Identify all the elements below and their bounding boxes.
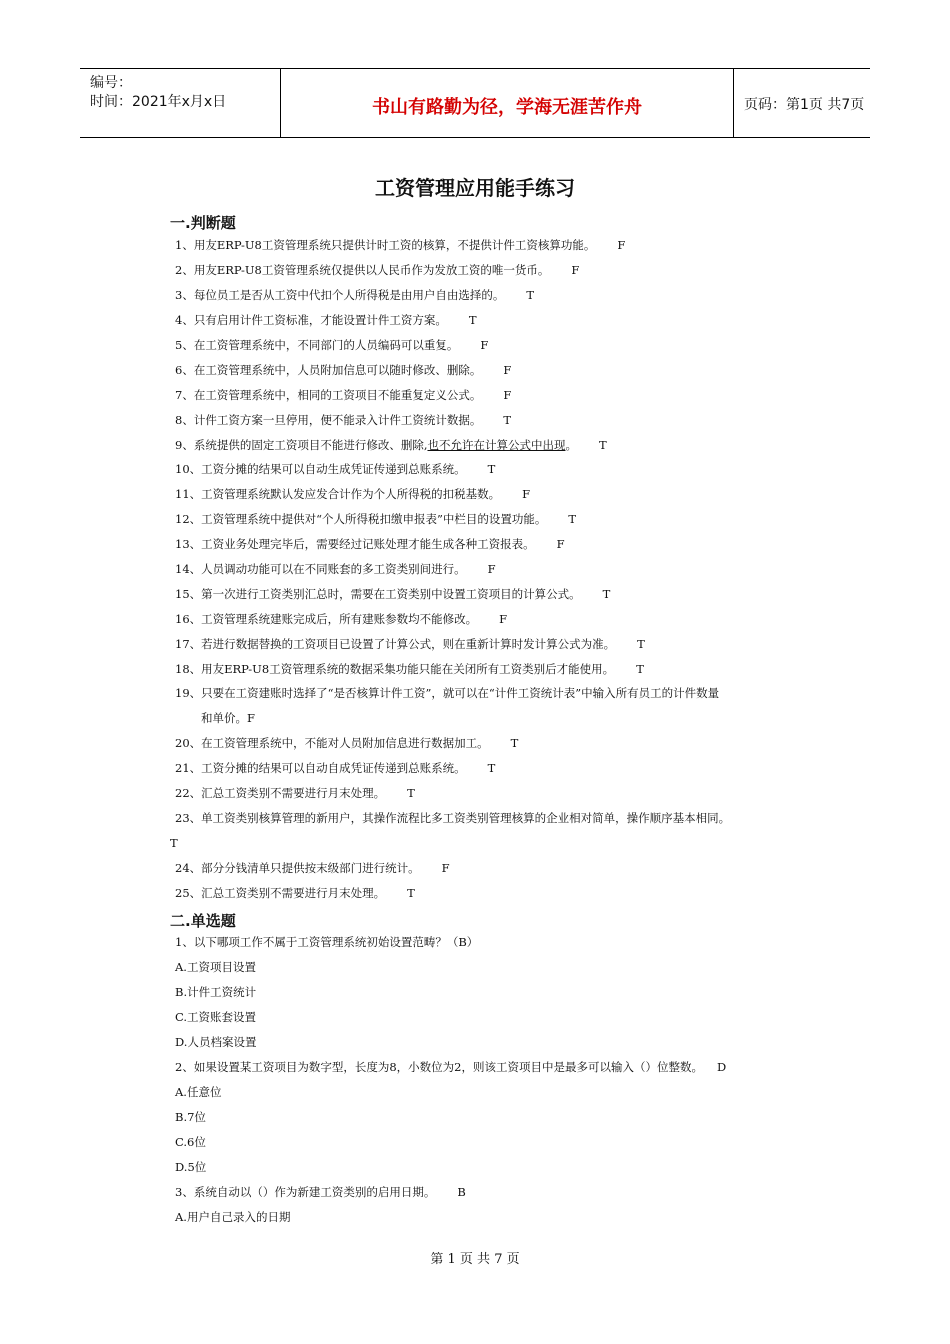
option-item: A.用户自己录入的日期 (175, 1210, 291, 1224)
time-label: 时间：2021年x月x日 (90, 94, 227, 110)
option-item: D.人员档案设置 (175, 1035, 257, 1049)
question-text: 12、工资管理系统中提供对“个人所得税扣缴申报表”中栏目的设置功能。 (175, 512, 547, 526)
question-text: 3、每位员工是否从工资中代扣个人所得税是由用户自由选择的。 (175, 288, 505, 302)
question-item (175, 761, 495, 775)
question-item (175, 512, 576, 526)
question-answer: T (636, 662, 644, 676)
question-text: 2、如果设置某工资项目为数字型，长度为8，小数位为2，则该工资项目中是最多可以输入（）位整数。 (175, 1060, 703, 1074)
question-text: 3、系统自动以（）作为新建工资类别的启用日期。 (175, 1185, 436, 1199)
question-item (175, 811, 730, 825)
question-answer: T (637, 637, 645, 651)
question-item (175, 338, 488, 352)
question-answer: F (480, 338, 489, 352)
question-item (175, 686, 719, 700)
question-item (175, 587, 610, 601)
option-item: A.工资项目设置 (175, 960, 256, 974)
question-item (175, 935, 478, 949)
question-item (175, 562, 496, 576)
option-item: A.任意位 (175, 1085, 222, 1099)
question-text: 23、单工资类别核算管理的新用户，其操作流程比多工资类别管理核算的企业相对简单，操作顺序基本相同。 (175, 811, 731, 825)
question-item (175, 886, 415, 900)
question-item (175, 487, 530, 501)
question-answer: F (503, 388, 512, 402)
question-item (175, 462, 495, 476)
question-answer: F (617, 238, 626, 252)
section-heading-single-choice: 二.单选题 (170, 912, 236, 930)
question-answer: T (510, 736, 519, 750)
question-text: 4、只有启用计件工资标准，才能设置计件工资方案。 (175, 313, 447, 327)
question-text: 18、用友ERP-U8工资管理系统的数据采集功能只能在关闭所有工资类别后才能使用。 (175, 662, 615, 676)
question-answer: B (457, 1185, 466, 1199)
question-answer: F (487, 562, 496, 576)
question-text: 25、汇总工资类别不需要进行月末处理。 (175, 886, 386, 900)
question-answer: D (716, 1060, 727, 1074)
question-answer: T (487, 462, 496, 476)
option-item: C.6位 (175, 1135, 206, 1149)
question-answer: T (602, 587, 611, 601)
question-item (175, 363, 511, 377)
question-item (175, 662, 644, 676)
question-text: 24、部分分钱清单只提供按末级部门进行统计。 (175, 861, 420, 875)
question-text: 10、工资分摊的结果可以自动生成凭证传递到总账系统。 (175, 462, 466, 476)
question-item (175, 438, 607, 452)
question-item (175, 637, 645, 651)
section-heading-true-false: 一.判断题 (170, 214, 236, 232)
question-text: 1、以下哪项工作不属于工资管理系统初始设置范畴？（B） (175, 935, 479, 949)
question-item (175, 736, 518, 750)
question-text: 11、工资管理系统默认发应发合计作为个人所得税的扣税基数。 (175, 487, 501, 501)
number-label: 编号： (90, 75, 132, 91)
question-item (175, 313, 477, 327)
question-item (175, 388, 511, 402)
question-item (175, 238, 625, 252)
question-answer: F (441, 861, 450, 875)
question-answer: F (522, 487, 531, 501)
question-answer: F (571, 263, 580, 277)
question-text: 8、计件工资方案一旦停用，便不能录入计件工资统计数据。 (175, 413, 482, 427)
option-item: B.计件工资统计 (175, 985, 257, 999)
question-text: 7、在工资管理系统中，相同的工资项目不能重复定义公式。 (175, 388, 482, 402)
question-item (175, 263, 579, 277)
question-continuation: 和单价。F (201, 711, 255, 725)
question-text: 2、用友ERP-U8工资管理系统仅提供以人民币作为发放工资的唯一货币。 (175, 263, 550, 277)
option-item: B.7位 (175, 1110, 206, 1124)
question-answer: T (526, 288, 534, 302)
question-continuation: T (170, 836, 178, 850)
question-text: 15、第一次进行工资类别汇总时，需要在工资类别中设置工资项目的计算公式。 (175, 587, 581, 601)
question-answer: T (568, 512, 577, 526)
question-item (175, 288, 534, 302)
question-item (175, 612, 507, 626)
question-text: 5、在工资管理系统中，不同部门的人员编码可以重复。 (175, 338, 459, 352)
document-title: 工资管理应用能手练习 (375, 176, 575, 200)
question-answer: T (468, 313, 477, 327)
question-answer: F (503, 363, 512, 377)
question-text-underlined: 也不允许在计算公式中出现 (427, 438, 566, 452)
header-left-cell (80, 69, 280, 137)
question-text: 14、人员调动功能可以在不同账套的多工资类别间进行。 (175, 562, 466, 576)
page-footer: 第 1 页 共 7 页 (430, 1252, 520, 1267)
question-answer: T (487, 761, 496, 775)
motto: 书山有路勤为径，学海无涯苦作舟 (372, 97, 642, 118)
question-item (175, 786, 415, 800)
question-answer: T (407, 786, 415, 800)
question-text: 6、在工资管理系统中，人员附加信息可以随时修改、删除。 (175, 363, 482, 377)
question-text: 9、系统提供的固定工资项目不能进行修改、删除, (175, 438, 428, 452)
header-motto-cell (280, 69, 734, 137)
question-item (175, 1060, 726, 1074)
question-text: 1、用友ERP-U8工资管理系统只提供计时工资的核算，不提供计件工资核算功能。 (175, 238, 596, 252)
question-text: 20、在工资管理系统中，不能对人员附加信息进行数据加工。 (175, 736, 489, 750)
question-item (175, 861, 450, 875)
question-item (175, 1185, 466, 1199)
question-item (175, 413, 511, 427)
question-text: 19、只要在工资建账时选择了“是否核算计件工资”，就可以在“计件工资统计表”中输入所有员工的计件数量 (175, 686, 720, 700)
question-text: 21、工资分摊的结果可以自动自成凭证传递到总账系统。 (175, 761, 466, 775)
question-answer: T (407, 886, 415, 900)
page-number-label: 页码：第1页 共7页 (744, 97, 865, 113)
header-right-cell (732, 69, 870, 137)
page-header (80, 68, 870, 138)
question-answer: F (499, 612, 508, 626)
question-answer: T (503, 413, 511, 427)
question-text-end: 。 (565, 438, 577, 452)
question-answer: F (556, 537, 565, 551)
question-text: 13、工资业务处理完毕后，需要经过记账处理才能生成各种工资报表。 (175, 537, 535, 551)
question-text: 22、汇总工资类别不需要进行月末处理。 (175, 786, 386, 800)
question-text: 17、若进行数据替换的工资项目已设置了计算公式，则在重新计算时发计算公式为准。 (175, 637, 616, 651)
option-item: C.工资账套设置 (175, 1010, 257, 1024)
question-text: 16、工资管理系统建账完成后，所有建账参数均不能修改。 (175, 612, 478, 626)
option-item: D.5位 (175, 1160, 207, 1174)
question-item (175, 537, 565, 551)
question-answer: T (598, 438, 607, 452)
